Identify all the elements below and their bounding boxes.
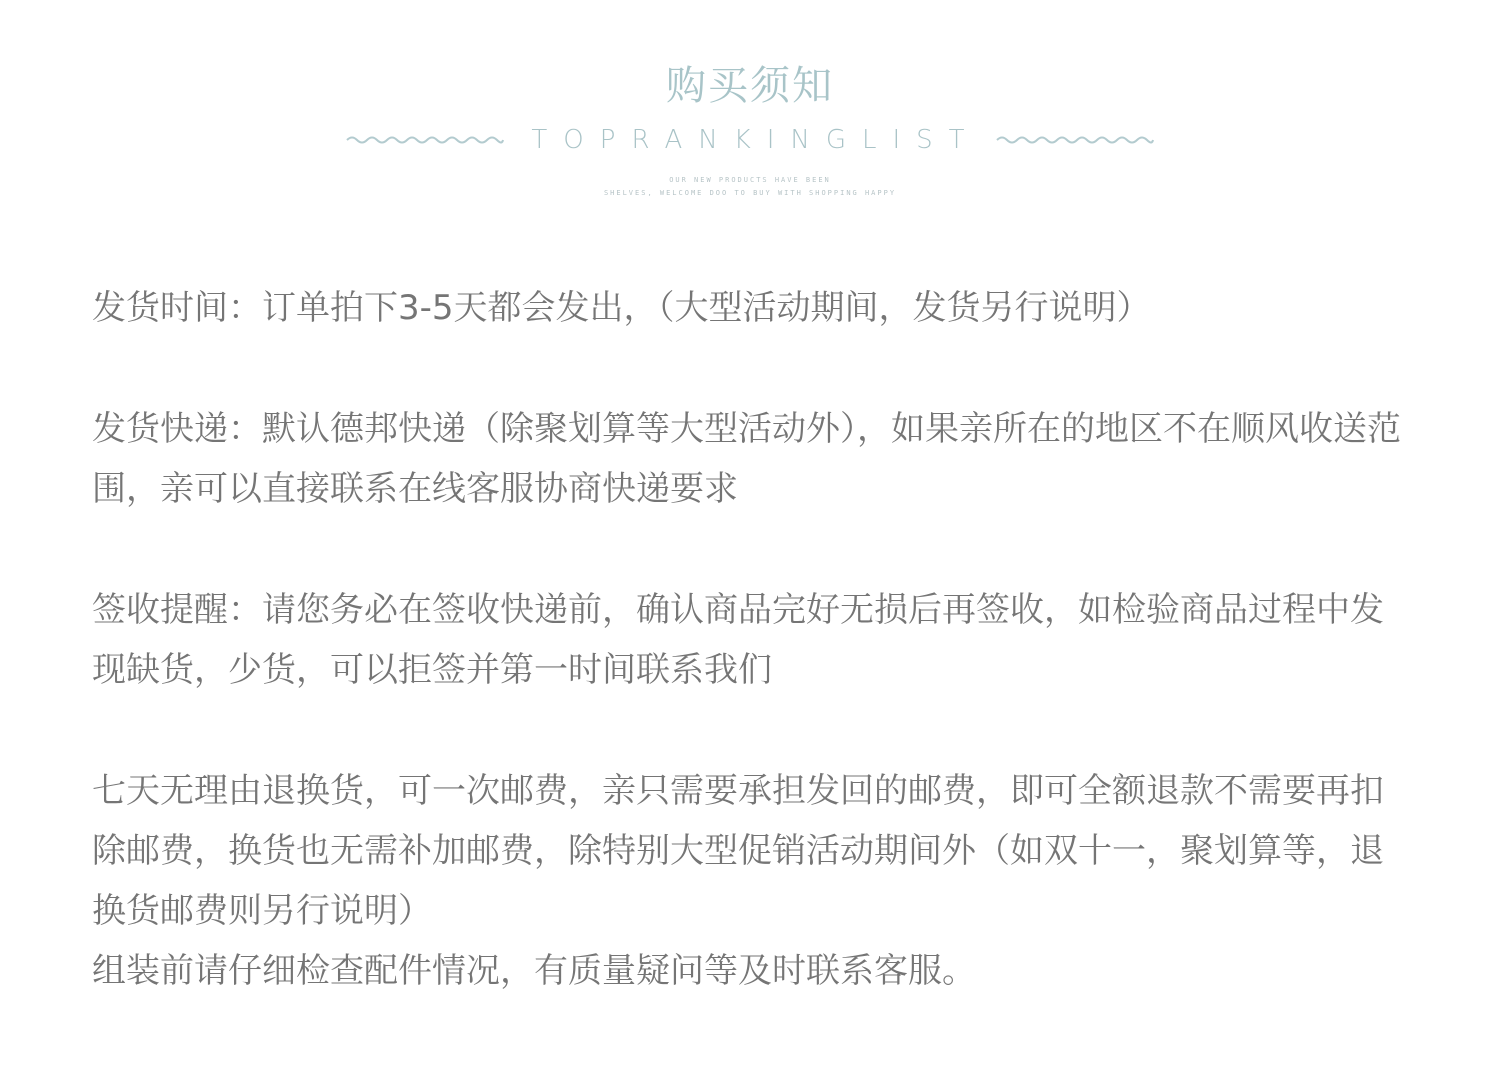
right-wave-ornament [995,130,1155,150]
receipt-reminder-note: 签收提醒：请您务必在签收快递前，确认商品完好无损后再签收，如检验商品过程中发现缺货，少货，可以拒签并第一时间联系我们 [92,590,1384,690]
purchase-notice-header [0,0,1500,230]
tagline-line-2: SHELVES, WELCOME DOO TO BUY WITH SHOPPING HAPPY [603,189,897,197]
brand-subtitle: TOPRANKINGLIST [531,125,981,155]
page-title: 购买须知 [666,63,834,109]
spacer [92,700,1412,761]
tagline-line-1: OUR NEW PRODUCTS HAVE BEEN [669,176,831,184]
courier-note: 发货快递：默认德邦快递（除聚划算等大型活动外），如果亲所在的地区不在顺风收送范围，亲可以直接联系在线客服协商快递要求 [92,409,1401,509]
shipping-time-note: 发货时间：订单拍下3-5天都会发出，（大型活动期间，发货另行说明） [92,288,1151,328]
returns-policy-note: 七天无理由退换货，可一次邮费，亲只需要承担发回的邮费，即可全额退款不需要再扣除邮费，换货也无需补加邮费，除特别大型促销活动期间外（如双十一，聚划算等，退换货邮费则另行说明） [92,771,1384,931]
left-wave-ornament [345,130,505,150]
spacer [92,338,1412,399]
spacer [92,519,1412,580]
subtitle-row [0,118,1500,162]
assembly-check-note: 组装前请仔细检查配件情况，有质量疑问等及时联系客服。 [92,951,976,991]
notice-content [92,278,1412,1001]
